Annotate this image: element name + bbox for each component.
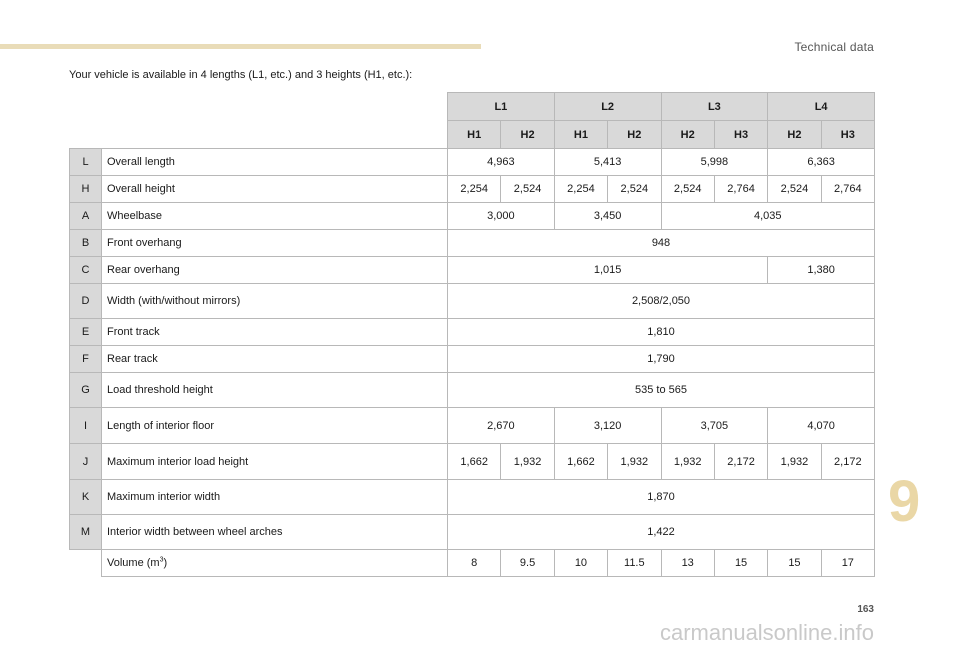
- volume-value: 10: [554, 550, 607, 577]
- dimension-value: 2,254: [448, 176, 501, 203]
- volume-value: 15: [714, 550, 767, 577]
- dimension-label: Width (with/without mirrors): [102, 284, 448, 319]
- dimensions-table: [69, 92, 875, 577]
- table-row: [70, 515, 875, 550]
- dimension-value: 4,963: [448, 149, 555, 176]
- table-row: [70, 444, 875, 480]
- volume-blank: [70, 550, 102, 577]
- length-header-cell: L1: [448, 93, 555, 121]
- dimension-value: 3,450: [554, 203, 661, 230]
- dimension-value: 5,413: [554, 149, 661, 176]
- dimension-value: 1,932: [768, 444, 821, 480]
- table-row: [70, 346, 875, 373]
- height-header-cell: H3: [714, 121, 767, 149]
- dimension-value: 1,662: [554, 444, 607, 480]
- dimension-value: 2,764: [821, 176, 874, 203]
- table-row: [70, 149, 875, 176]
- table-row: [70, 319, 875, 346]
- dimension-value: 3,705: [661, 408, 768, 444]
- dimension-label: Front overhang: [102, 230, 448, 257]
- dimension-value: 5,998: [661, 149, 768, 176]
- dimension-value: 535 to 565: [448, 373, 875, 408]
- dimension-letter: M: [70, 515, 102, 550]
- dimension-value: 948: [448, 230, 875, 257]
- table-row: [70, 408, 875, 444]
- dimension-value: 6,363: [768, 149, 875, 176]
- dimension-letter: H: [70, 176, 102, 203]
- height-header-cell: H2: [501, 121, 554, 149]
- dimension-value: 2,172: [821, 444, 874, 480]
- dimension-label: Overall length: [102, 149, 448, 176]
- table-row: [70, 480, 875, 515]
- volume-row: [70, 550, 875, 577]
- height-header-cell: H1: [448, 121, 501, 149]
- dimension-letter: G: [70, 373, 102, 408]
- dimension-value: 2,172: [714, 444, 767, 480]
- dimension-label: Interior width between wheel arches: [102, 515, 448, 550]
- volume-label-end: ): [163, 557, 168, 569]
- dimension-value: 1,810: [448, 319, 875, 346]
- height-header-cell: H2: [608, 121, 661, 149]
- volume-label-text: Volume (m: [107, 557, 160, 569]
- height-header-cell: H3: [821, 121, 874, 149]
- dimension-value: 2,524: [608, 176, 661, 203]
- volume-unit-superscript: 3: [159, 556, 164, 564]
- table-row: [70, 284, 875, 319]
- dimension-letter: L: [70, 149, 102, 176]
- volume-label: [102, 550, 448, 577]
- dimension-letter: F: [70, 346, 102, 373]
- header-blank: [70, 121, 448, 149]
- dimension-label: Overall height: [102, 176, 448, 203]
- volume-value: 15: [768, 550, 821, 577]
- intro-text: Your vehicle is available in 4 lengths (L1, etc.) and 3 heights (H1, etc.):: [69, 69, 413, 81]
- dimension-value: 1,662: [448, 444, 501, 480]
- dimension-value: 1,932: [661, 444, 714, 480]
- length-header-row: [70, 93, 875, 121]
- table-row: [70, 176, 875, 203]
- dimension-label: Maximum interior load height: [102, 444, 448, 480]
- dimension-value: 2,764: [714, 176, 767, 203]
- dimension-value: 2,524: [501, 176, 554, 203]
- dimension-value: 1,932: [501, 444, 554, 480]
- dimension-value: 2,508/2,050: [448, 284, 875, 319]
- dimension-label: Maximum interior width: [102, 480, 448, 515]
- height-header-row: [70, 121, 875, 149]
- dimension-value: 2,524: [768, 176, 821, 203]
- header-blank: [70, 93, 448, 121]
- chapter-number: 9: [888, 469, 921, 534]
- dimension-label: Load threshold height: [102, 373, 448, 408]
- dimension-label: Wheelbase: [102, 203, 448, 230]
- dimension-value: 2,524: [661, 176, 714, 203]
- table-row: [70, 230, 875, 257]
- dimension-label: Rear overhang: [102, 257, 448, 284]
- header-accent-bar: [0, 44, 481, 49]
- dimension-letter: E: [70, 319, 102, 346]
- dimension-value: 1,932: [608, 444, 661, 480]
- section-title: Technical data: [794, 40, 874, 54]
- dimension-letter: A: [70, 203, 102, 230]
- length-header-cell: L3: [661, 93, 768, 121]
- volume-value: 13: [661, 550, 714, 577]
- dimension-value: 2,670: [448, 408, 555, 444]
- dimension-value: 1,015: [448, 257, 768, 284]
- dimension-letter: B: [70, 230, 102, 257]
- length-header-cell: L2: [554, 93, 661, 121]
- watermark-logo: carmanualsonline.info: [659, 620, 874, 645]
- volume-value: 9.5: [501, 550, 554, 577]
- height-header-cell: H1: [554, 121, 607, 149]
- table-row: [70, 257, 875, 284]
- dimension-letter: K: [70, 480, 102, 515]
- dimension-value: 4,035: [661, 203, 875, 230]
- volume-value: 17: [821, 550, 874, 577]
- dimension-value: 3,120: [554, 408, 661, 444]
- dimension-value: 2,254: [554, 176, 607, 203]
- dimension-value: 1,380: [768, 257, 875, 284]
- height-header-cell: H2: [768, 121, 821, 149]
- page-number: 163: [857, 604, 874, 615]
- volume-value: 8: [448, 550, 501, 577]
- table-row: [70, 373, 875, 408]
- dimension-letter: J: [70, 444, 102, 480]
- dimension-label: Rear track: [102, 346, 448, 373]
- length-header-cell: L4: [768, 93, 875, 121]
- volume-value: 11.5: [608, 550, 661, 577]
- dimension-label: Front track: [102, 319, 448, 346]
- dimension-value: 1,422: [448, 515, 875, 550]
- dimension-letter: D: [70, 284, 102, 319]
- dimension-label: Length of interior floor: [102, 408, 448, 444]
- dimension-letter: C: [70, 257, 102, 284]
- dimension-value: 3,000: [448, 203, 555, 230]
- dimension-value: 1,870: [448, 480, 875, 515]
- dimension-value: 1,790: [448, 346, 875, 373]
- dimension-letter: I: [70, 408, 102, 444]
- table-row: [70, 203, 875, 230]
- height-header-cell: H2: [661, 121, 714, 149]
- dimension-value: 4,070: [768, 408, 875, 444]
